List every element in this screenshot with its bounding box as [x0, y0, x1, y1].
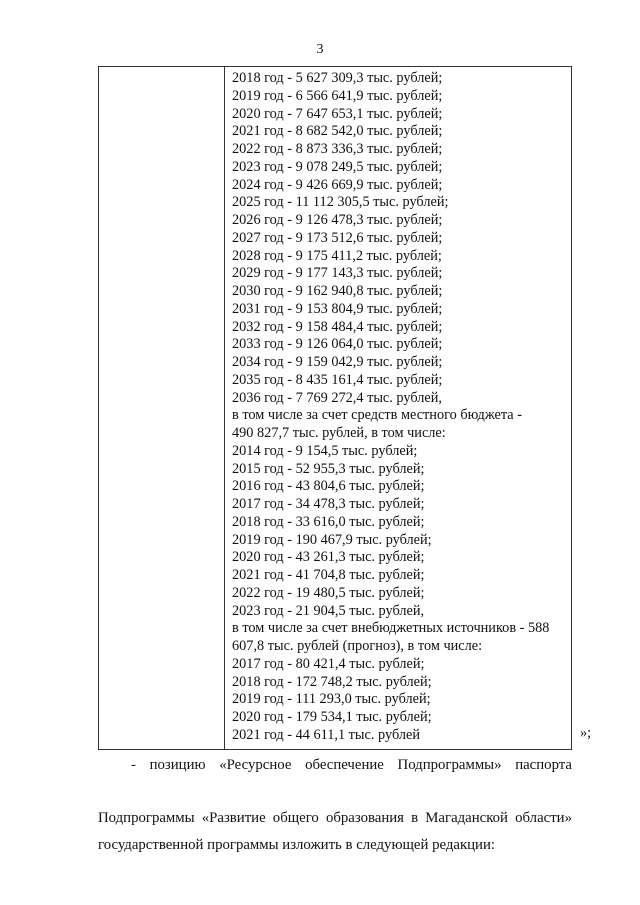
table-line: 2021 год - 44 611,1 тыс. рублей: [232, 726, 420, 743]
table-line: в том числе за счет средств местного бюджета -: [232, 407, 522, 424]
table-line: 2015 год - 52 955,3 тыс. рублей;: [232, 460, 425, 477]
table-line: 2022 год - 8 873 336,3 тыс. рублей;: [232, 141, 443, 157]
instruction-paragraph: [98, 752, 572, 779]
resource-table: [98, 66, 572, 750]
instruction-text: - позицию «Ресурсное обеспечение Подпрограммы» паспорта: [131, 757, 572, 773]
table-line: 2016 год - 43 804,6 тыс. рублей;: [232, 478, 425, 495]
table-line: 2019 год - 111 293,0 тыс. рублей;: [232, 691, 431, 708]
table-line: 2023 год - 21 904,5 тыс. рублей,: [232, 602, 425, 619]
table-line: 2036 год - 7 769 272,4 тыс. рублей,: [232, 389, 442, 406]
table-line: 2021 год - 41 704,8 тыс. рублей;: [232, 567, 425, 583]
table-line: 2035 год - 8 435 161,4 тыс. рублей;: [232, 371, 443, 388]
table-line: 2030 год - 9 162 940,8 тыс. рублей;: [232, 283, 443, 299]
table-line: 2024 год - 9 426 669,9 тыс. рублей;: [232, 176, 443, 193]
table-line: 2019 год - 6 566 641,9 тыс. рублей;: [232, 87, 443, 104]
table-line: 2028 год - 9 175 411,2 тыс. рублей;: [232, 247, 442, 264]
closing-quote-mark: »;: [580, 725, 592, 741]
table-line: 2034 год - 9 159 042,9 тыс. рублей;: [232, 354, 443, 370]
table-column-divider: [224, 67, 225, 749]
table-right-cell: [232, 70, 572, 745]
instruction-continuation: Подпрограммы «Развитие общего образования в Магаданской области» государственной программы изложить в следующей редакции:: [98, 810, 572, 853]
table-line: 490 827,7 тыс. рублей, в том числе:: [232, 425, 446, 441]
table-line: 2018 год - 172 748,2 тыс. рублей;: [232, 673, 432, 690]
page-number: 3: [316, 42, 324, 57]
table-line: 2020 год - 179 534,1 тыс. рублей;: [232, 709, 432, 725]
table-line: 2021 год - 8 682 542,0 тыс. рублей;: [232, 123, 443, 140]
table-line: 2014 год - 9 154,5 тыс. рублей;: [232, 442, 418, 459]
table-line: 2020 год - 7 647 653,1 тыс. рублей;: [232, 105, 443, 122]
table-line: 2023 год - 9 078 249,5 тыс. рублей;: [232, 158, 443, 175]
table-line: 2017 год - 80 421,4 тыс. рублей;: [232, 655, 425, 672]
table-line: 607,8 тыс. рублей (прогноз), в том числе:: [232, 638, 483, 654]
table-line: в том числе за счет внебюджетных источников - 588: [232, 620, 550, 637]
table-line: 2018 год - 33 616,0 тыс. рублей;: [232, 513, 425, 530]
table-line: 2031 год - 9 153 804,9 тыс. рублей;: [232, 300, 443, 317]
table-line: 2019 год - 190 467,9 тыс. рублей;: [232, 531, 432, 548]
table-line: 2029 год - 9 177 143,3 тыс. рублей;: [232, 265, 443, 282]
table-line: 2020 год - 43 261,3 тыс. рублей;: [232, 549, 425, 566]
table-line: 2018 год - 5 627 309,3 тыс. рублей;: [232, 70, 443, 86]
table-line: 2027 год - 9 173 512,6 тыс. рублей;: [232, 229, 443, 246]
table-line: 2032 год - 9 158 484,4 тыс. рублей;: [232, 318, 443, 335]
table-line: 2033 год - 9 126 064,0 тыс. рублей;: [232, 336, 443, 353]
table-line: 2022 год - 19 480,5 тыс. рублей;: [232, 584, 425, 601]
table-line: 2017 год - 34 478,3 тыс. рублей;: [232, 496, 425, 512]
table-line: 2026 год - 9 126 478,3 тыс. рублей;: [232, 212, 443, 228]
table-line: 2025 год - 11 112 305,5 тыс. рублей;: [232, 194, 449, 211]
